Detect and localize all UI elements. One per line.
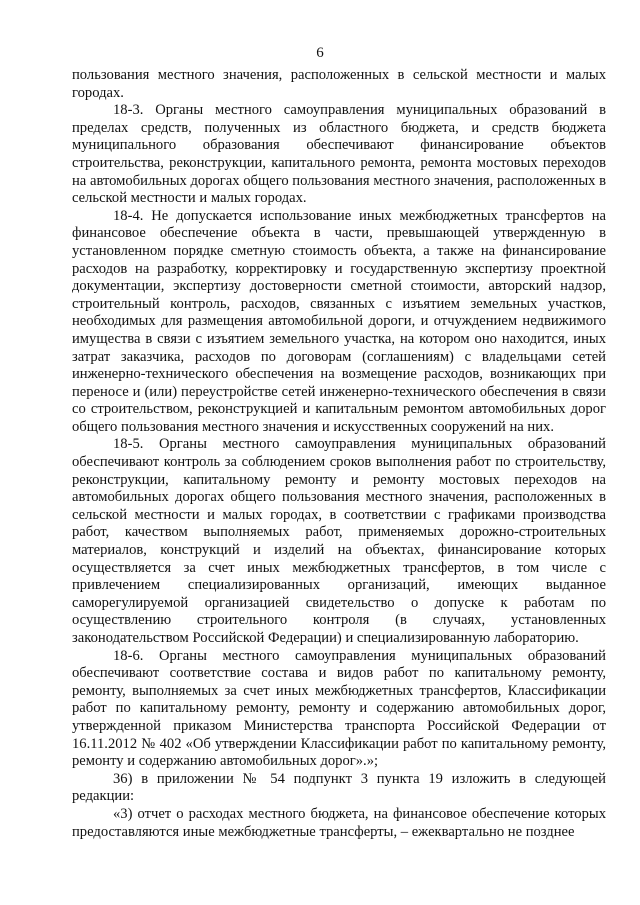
paragraph-item-36: 36) в приложении № 54 подпункт 3 пункта 19 изложить в следующей редакции: xyxy=(72,770,606,805)
page-number: 6 xyxy=(316,45,324,61)
paragraph-subitem-3: «3) отчет о расходах местного бюджета, на финансовое обеспечение которых предоставляются иные межбюджетные трансферты, – ежеквартально не позднее xyxy=(72,805,606,840)
paragraph-continuation: пользования местного значения, расположенных в сельской местности и малых городах. xyxy=(72,67,606,101)
paragraph-18-3: 18-3. Органы местного самоуправления муниципальных образований в пределах средств, полученных из областного бюджета, и средств бюджета муниципального образования обеспечивают финансирование объектов строительства, реконструкции, капитального ремонта, ремонта мостовых переходов на автомобильных дорогах общего пользования местного значения, расположенных в сельской местности и малых городах. xyxy=(72,102,606,207)
document-body xyxy=(72,67,606,841)
paragraph-18-4: 18-4. Не допускается использование иных межбюджетных трансфертов на финансовое обеспечение объекта в части, превышающей утвержденную в установленном порядке сметную стоимость объекта, а также на финансирование расходов на разработку, корректировку и государственную экспертизу проектной документации, экспертизу достоверности сметной стоимости, авторский надзор, строительный контроль, расходов, связанных с изъятием земельных участков, необходимых для размещения автомобильной дороги, и отчуждением недвижимого имущества в связи с изъятием земельного участка, на котором оно находится, иных затрат заказчика, расходов по договорам (соглашениям) с владельцами сетей инженерно-технического обеспечения на возмещение расходов, возникающих при переносе и (или) переустройстве сетей инженерно-технического обеспечения в связи со строительством, реконструкцией и капитальным ремонтом автомобильных дорог общего пользования местного значения и искусственных сооружений на них. xyxy=(72,207,606,435)
paragraph-18-5: 18-5. Органы местного самоуправления муниципальных образований обеспечивают контроль за соблюдением сроков выполнения работ по строительству, реконструкции, капитальному ремонту и ремонту мостовых переходов на автомобильных дорогах общего пользования местного значения, расположенных в сельской местности и малых городах, в соответствии с графиками производства работ, качеством выполняемых работ, применяемых дорожно-строительных материалов, конструкций и изделий на объектах, финансирование которых осуществляется за счет иных межбюджетных трансфертов, в том числе с привлечением специализированных организаций, имеющих выданное саморегулируемой организацией свидетельство о допуске к работам по осуществлению строительного контроля (в случаях, установленных законодательством Российской Федерации) и специализированную лабораторию. xyxy=(72,436,606,646)
paragraph-18-6: 18-6. Органы местного самоуправления муниципальных образований обеспечивают соответствие состава и видов работ по капитальному ремонту, ремонту, выполняемых за счет иных межбюджетных трансфертов, Классификации работ по капитальному ремонту, ремонту и содержанию автомобильных дорог, утвержденной приказом Министерства транспорта Российской Федерации от 16.11.2012 № 402 «Об утверждении Классификации работ по капитальному ремонту, ремонту и содержанию автомобильных дорог».»; xyxy=(72,647,606,770)
